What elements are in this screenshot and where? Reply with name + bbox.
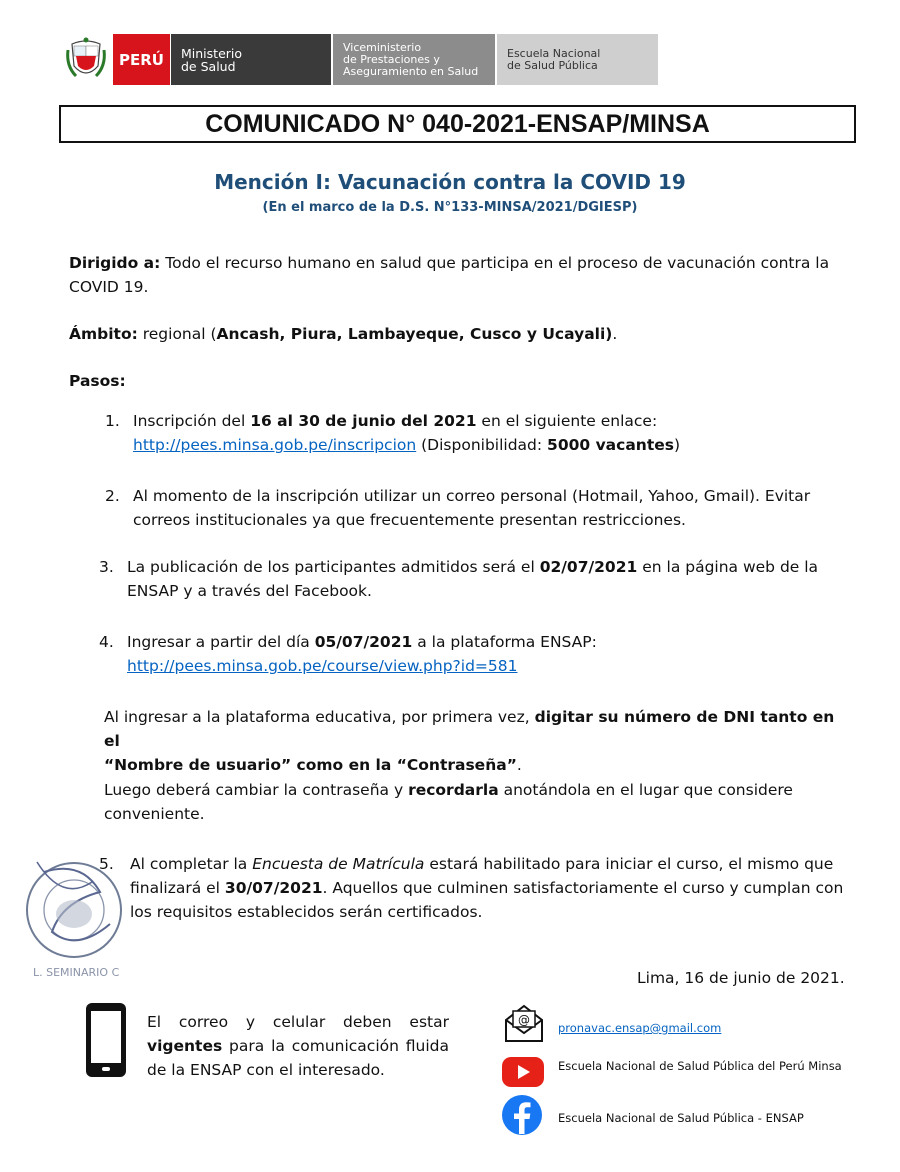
dirigido-paragraph [69, 251, 849, 299]
course-link[interactable]: http://pees.minsa.gob.pe/course/view.php?id=581 [127, 657, 518, 675]
step-5-number: 5. [99, 855, 114, 873]
step-2-text: Al momento de la inscripción utilizar un correo personal (Hotmail, Yahoo, Gmail). Evitar correos institucionales ya que frecuentemente presentan restricciones. [133, 487, 811, 529]
inscripcion-link[interactable]: http://pees.minsa.gob.pe/inscripcion [133, 436, 417, 454]
ministerio-line-1: Ministerio [181, 45, 243, 61]
ambito-paragraph [69, 322, 849, 346]
ambito-end: . [612, 325, 618, 343]
mention-heading: Mención I: Vacunación contra la COVID 19 [214, 170, 686, 194]
vice-line-3: Aseguramiento en Salud [343, 64, 479, 78]
step-2-number: 2. [105, 487, 120, 505]
step-1-dates: 16 al 30 de junio del 2021 [250, 412, 477, 430]
login-instructions: Al ingresar a la plataforma educativa, por primera vez, digitar su número de DNI tanto en el “Nombre de usuario” como en la “Contraseña”. [104, 708, 835, 774]
svg-text:@: @ [518, 1013, 530, 1027]
youtube-icon[interactable] [501, 1055, 545, 1089]
ambito-text: regional ( [137, 325, 217, 343]
step-5-text: Al completar la Encuesta de Matrícula estará habilitado para iniciar el curso, el mismo que finalizará el 30/07/2021. Aquellos que culminen satisfactoriamente el curso y cumplan con los requisitos establecidos serán certificados. [130, 855, 844, 921]
course-end-date: 30/07/2021 [224, 879, 323, 897]
mobile-phone-icon [84, 1001, 128, 1079]
youtube-channel-name: Escuela Nacional de Salud Pública del Perú Minsa [558, 1059, 842, 1073]
vice-line-2: de Prestaciones y [343, 52, 440, 66]
email-icon [503, 1003, 545, 1043]
publication-date: 02/07/2021 [539, 558, 638, 576]
vacantes-count: 5000 vacantes [547, 436, 674, 454]
facebook-icon[interactable] [501, 1094, 543, 1136]
encuesta-matricula: Encuesta de Matrícula [252, 855, 425, 873]
facebook-page-name: Escuela Nacional de Salud Pública - ENSAP [558, 1111, 804, 1125]
vice-line-1: Viceministerio [343, 40, 422, 54]
step-3-number: 3. [99, 558, 114, 576]
communique-title [59, 105, 856, 143]
step-1-text: Inscripción del 16 al 30 de junio del 2021 en el siguiente enlace: http://pees.minsa.gob.pe/inscripcion (Disponibilidad: 5000 vacantes) [133, 412, 681, 454]
escuela-logo-box [497, 34, 658, 85]
ambito-regions: Ancash, Piura, Lambayeque, Cusco y Ucayali) [216, 325, 613, 343]
mention-note: (En el marco de la D.S. N°133-MINSA/2021/DGIESP) [262, 200, 638, 215]
dirigido-label: Dirigido a: [69, 254, 161, 272]
pasos-label: Pasos: [69, 372, 126, 390]
official-seal-stamp [22, 842, 132, 982]
contact-email-link[interactable]: pronavac.ensap@gmail.com [558, 1021, 722, 1035]
peru-coat-of-arms-icon [64, 36, 108, 84]
escuela-line-2: de Salud Pública [507, 58, 598, 72]
contact-note: El correo y celular deben estar vigentes para la comunicación fluida de la ENSAP con el interesado. [147, 1013, 449, 1079]
dirigido-text: Todo el recurso humano en salud que participa en el proceso de vacunación contra la [160, 254, 830, 272]
platform-date: 05/07/2021 [314, 633, 413, 651]
signature-date: Lima, 16 de junio de 2021. [637, 969, 845, 987]
seal-signature-text: L. SEMINARIO C [33, 966, 120, 979]
peru-label: PERÚ [119, 50, 164, 69]
viceministerio-logo-box [333, 34, 495, 85]
communique-title-text: COMUNICADO N° 040-2021-ENSAP/MINSA [205, 109, 710, 138]
peru-logo-box [113, 34, 170, 85]
password-instructions: Luego deberá cambiar la contraseña y recordarla anotándola en el lugar que considere conveniente. [104, 781, 793, 823]
ambito-label: Ámbito: [69, 325, 138, 343]
step-1-number: 1. [105, 412, 120, 430]
step-3-text: La publicación de los participantes admitidos será el 02/07/2021 en la página web de la ENSAP y a través del Facebook. [127, 558, 819, 600]
ministerio-logo-box [171, 34, 331, 85]
step-4-text: Ingresar a partir del día 05/07/2021 a la plataforma ENSAP: http://pees.minsa.gob.pe/course/view.php?id=581 [127, 633, 597, 675]
escuela-line-1: Escuela Nacional [507, 46, 601, 60]
dirigido-text-2: COVID 19. [69, 278, 149, 296]
ministerio-line-2: de Salud [181, 58, 236, 74]
step-4-number: 4. [99, 633, 114, 651]
